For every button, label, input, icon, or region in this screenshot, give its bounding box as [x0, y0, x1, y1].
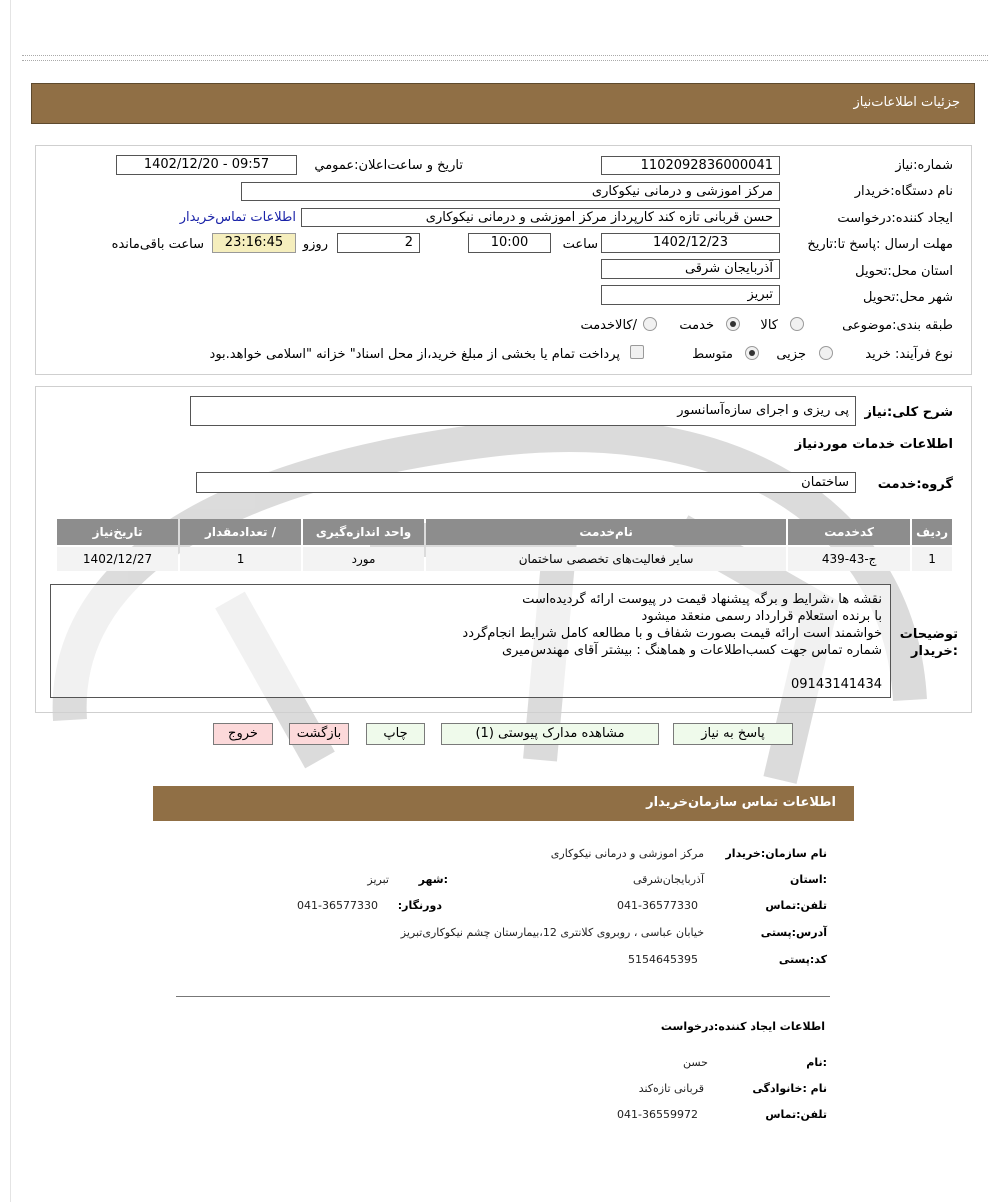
remaining-time-badge: 23:16:45: [212, 233, 296, 253]
buyer-org-label: نام دستگاه:خریدار: [854, 184, 953, 199]
header-tabs[interactable]: جزئیات اطلاعات‌نیاز: [853, 95, 960, 110]
buyer-notes-box: [50, 584, 891, 698]
contact-city-value: تبریز: [367, 873, 389, 886]
services-title: اطلاعات خدمات موردنیاز: [794, 437, 953, 452]
buyer-notes-label: توضیحات :خریدار: [899, 627, 958, 659]
contact-phone-value: 041-36577330: [617, 899, 698, 912]
contact-address-label: آدرس:پستی: [760, 926, 827, 939]
creator-info-title: اطلاعات ایجاد کننده:درخواست: [660, 1020, 825, 1033]
cell-name: سایر فعالیت‌های تخصصی ساختمان: [426, 547, 786, 571]
process-medium-radio[interactable]: [745, 346, 759, 360]
note-line: نقشه ها ،شرایط و برگه پیشنهاد قیمت در پیوست ارائه گردیده‌است: [522, 592, 882, 607]
province-field: آذربایجان شرقی: [601, 259, 780, 279]
creator-family-value: قربانی تازه‌کند: [638, 1082, 704, 1095]
reply-button[interactable]: پاسخ به نیاز: [673, 723, 793, 745]
service-group-field: ساختمان: [196, 472, 856, 493]
note-line: با برنده استعلام قرارداد رسمی منعقد میشود: [641, 609, 882, 624]
contact-org-value: مرکز اموزشی و درمانی نیکوکاری: [550, 847, 704, 860]
col-quantity-header: / تعدادمقدار: [180, 519, 301, 545]
contact-province-label: :استان: [790, 873, 827, 886]
buyer-contact-header: [153, 786, 854, 821]
contact-divider: [176, 996, 830, 997]
col-row-header: ردیف: [912, 519, 952, 545]
category-service-radio[interactable]: [726, 317, 740, 331]
province-label: استان محل:تحویل: [855, 264, 953, 279]
creator-phone-label: تلفن:تماس: [765, 1108, 827, 1121]
print-button[interactable]: چاپ: [366, 723, 425, 745]
header-bar: [31, 83, 975, 124]
announce-label: تاریخ و ساعت‌اعلان:عمومي: [314, 158, 463, 173]
cell-date: 1402/12/27: [57, 547, 178, 571]
note-line: شماره تماس جهت کسب‌اطلاعات و هماهنگ : بیشتر آقای مهندس‌میری: [501, 643, 882, 658]
creator-phone-value: 041-36559972: [617, 1108, 698, 1121]
exit-button[interactable]: خروج: [213, 723, 273, 745]
deadline-label: مهلت ارسال :پاسخ تا:تاریخ: [807, 237, 953, 252]
process-minor-radio[interactable]: [819, 346, 833, 360]
deadline-time-field: 10:00: [468, 233, 551, 253]
contact-city-label: :شهر: [418, 873, 448, 886]
note-phone: 09143141434: [791, 677, 882, 692]
contact-org-label: نام سازمان:خریدار: [725, 847, 827, 860]
creator-label: ایجاد کننده:درخواست: [837, 211, 953, 226]
note-line: [59, 659, 882, 676]
days-label: روزو: [302, 237, 328, 252]
general-desc-field: پی ریزی و اجرای سازه‌آسانسور: [190, 396, 856, 426]
category-label: طبقه بندی:موضوعی: [842, 318, 953, 333]
buyer-contact-title: اطلاعات تماس سازمان‌خریدار: [646, 795, 836, 810]
treasury-payment-checkbox[interactable]: [630, 345, 644, 359]
category-goods-radio[interactable]: [790, 317, 804, 331]
buyer-contact-link[interactable]: اطلاعات تماس‌خریدار: [179, 210, 296, 225]
buyer-org-field: مرکز اموزشی و درمانی نیکوکاری: [241, 182, 780, 201]
creator-family-label: نام :خانوادگی: [752, 1082, 827, 1095]
cell-quantity: 1: [180, 547, 301, 571]
contact-fax-value: 041-36577330: [297, 899, 378, 912]
process-minor-label: جزیی: [776, 347, 806, 362]
contact-fax-label: دورنگار:: [397, 899, 442, 912]
contact-phone-label: تلفن:تماس: [765, 899, 827, 912]
category-goods-service-label: /کالاخدمت: [580, 318, 637, 333]
page-left-edge: [10, 0, 11, 1202]
process-type-label: نوع فرآیند: خرید: [865, 347, 953, 362]
col-code-header: کدخدمت: [788, 519, 910, 545]
service-group-label: گروه:خدمت: [877, 477, 953, 492]
contact-postal-label: کد:پستی: [778, 953, 827, 966]
cell-row: 1: [912, 547, 952, 571]
top-divider: [22, 55, 988, 61]
services-table: [55, 517, 954, 573]
need-number-field: 1102092836000041: [601, 156, 780, 175]
city-field: تبریز: [601, 285, 780, 305]
col-unit-header: واحد اندازه‌گیری: [303, 519, 424, 545]
process-medium-label: متوسط: [692, 347, 733, 362]
category-goods-label: کالا: [760, 318, 778, 333]
contact-address-value: خیابان عباسی ، روبروی کلانتری 12،بیمارستان چشم نیکوکاری‌تبریز: [400, 926, 704, 939]
announce-datetime-field: 1402/12/20 - 09:57: [116, 155, 297, 175]
col-name-header: نام‌خدمت: [426, 519, 786, 545]
category-goods-service-radio[interactable]: [643, 317, 657, 331]
days-field: 2: [337, 233, 420, 253]
creator-field: حسن قربانی تازه کند کارپرداز مرکز اموزشی و درمانی نیکوکاری: [301, 208, 780, 227]
creator-name-label: :نام: [806, 1056, 827, 1069]
creator-name-value: حسن: [683, 1056, 708, 1069]
deadline-date-field: 1402/12/23: [601, 233, 780, 253]
view-attachments-button[interactable]: مشاهده مدارک پیوستی (1): [441, 723, 659, 745]
category-service-label: خدمت: [679, 318, 714, 333]
time-label: ساعت: [562, 237, 598, 252]
need-number-label: شماره:نیاز: [895, 158, 953, 173]
table-row: [57, 547, 952, 571]
contact-province-value: آذربایجان‌شرقی: [633, 873, 704, 886]
need-info-panel: [35, 145, 972, 375]
cell-code: ج-43-439: [788, 547, 910, 571]
contact-postal-value: 5154645395: [628, 953, 698, 966]
treasury-payment-note: پرداخت تمام یا بخشی از مبلغ خرید،از محل اسناد" خزانه "اسلامی خواهد.بود: [209, 347, 620, 362]
note-line: خواشمند است ارائه قیمت بصورت شفاف و با مطالعه کامل شرایط انجام‌گردد: [462, 626, 882, 641]
general-desc-label: شرح کلی:نیاز: [864, 405, 953, 420]
back-button[interactable]: بازگشت: [289, 723, 349, 745]
col-date-header: تاریخ‌نیاز: [57, 519, 178, 545]
remaining-label: ساعت باقی‌مانده: [111, 237, 204, 252]
city-label: شهر محل:تحویل: [863, 290, 953, 305]
cell-unit: مورد: [303, 547, 424, 571]
